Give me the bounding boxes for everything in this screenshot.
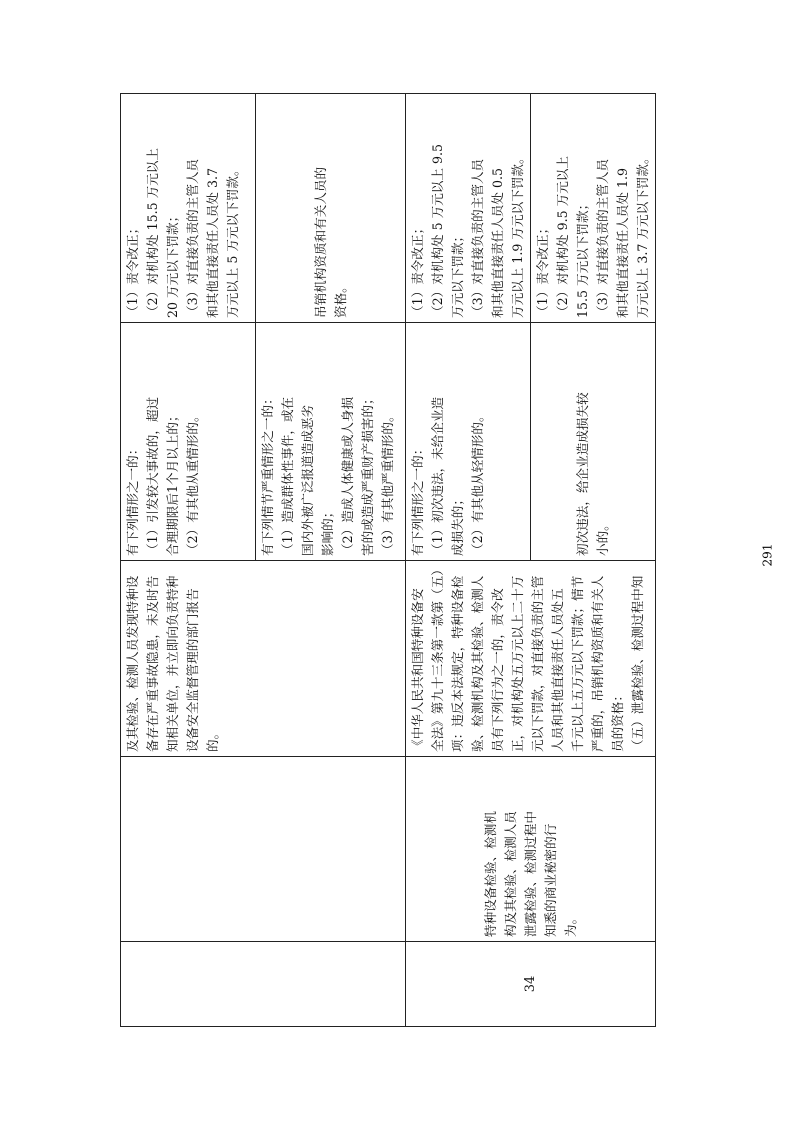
basis-line: 项：违反本法规定，特种设备检	[450, 575, 465, 752]
rotated-page-content	[120, 94, 650, 1027]
basis-line: 设备安全监督管理的部门报告	[185, 588, 200, 752]
penalty-line: 20 万元以下罚款；	[165, 209, 180, 318]
row1-penalty-1	[121, 94, 256, 323]
basis-line: 千元以上五万元以下罚款；情节	[570, 575, 585, 752]
circumstance-line: （2）造成人体健康或人身损	[340, 396, 355, 556]
basis-line: 正，对机构处五万元以上二十万	[510, 575, 525, 752]
item-line: 知悉的商业秘密的行	[542, 823, 558, 937]
basis-line: 《中华人民共和国特种设备安	[410, 588, 425, 752]
basis-line: 验、检测机构及其检验、检测人	[470, 575, 485, 752]
circumstance-line: 小的。	[595, 518, 610, 556]
basis-line: （五）泄露检验、检测过程中知	[630, 575, 645, 752]
penalty-line: 和其他直接责任人员处 0.5	[490, 168, 505, 318]
basis-line: 元以下罚款，对直接负责的主管	[530, 575, 545, 752]
circumstance-line: （1）引发较大事故的，超过	[145, 396, 160, 556]
row2-circumstance-2	[531, 323, 656, 561]
penalty-line: 吊销机构资质和有关人员的	[312, 166, 328, 318]
item-line: 构及其检验、检测人员	[502, 811, 518, 937]
circumstance-line: 有下列情形之一的：	[125, 442, 140, 556]
penalty-line: 和其他直接责任人员处 1.9	[615, 168, 630, 318]
row1-basis-cell	[121, 561, 406, 757]
circumstance-line: （2）有其他从重情形的。	[185, 409, 200, 556]
penalty-line: （3）对直接负责的主管人员	[185, 158, 200, 318]
circumstance-line: 有下列情节严重情形之一的：	[260, 392, 275, 556]
row1-penalty-2	[256, 94, 406, 323]
circumstance-line: （1）造成群体性事件，或在	[280, 396, 295, 556]
basis-line: 全法》第九十三条第一款第（五）	[430, 563, 445, 752]
penalty-line: 资格。	[332, 280, 348, 318]
circumstance-line: 合理期限后1个月以上的；	[165, 409, 180, 556]
row1-circumstance-1	[121, 323, 256, 561]
circumstance-line: （2）有其他从轻情形的。	[470, 409, 485, 556]
penalty-line: （2）对机构处 9.5 万元以上	[555, 156, 570, 318]
basis-line: 及其检验、检测人员发现特种设	[125, 575, 140, 752]
penalty-line: （1）责令改正；	[535, 221, 550, 318]
page-number: 291	[760, 543, 775, 567]
row2-basis-cell	[406, 561, 656, 757]
penalty-line: （2）对机构处 5 万元以上 9.5	[430, 143, 445, 318]
penalty-line: 和其他直接责任人员处 3.7	[205, 168, 220, 318]
item-line: 为。	[562, 911, 578, 937]
circumstance-line: 影响的；	[320, 505, 335, 556]
penalty-line: 万元以上 1.9 万元以下罚款。	[510, 151, 525, 318]
penalty-line: （1）责令改正；	[125, 221, 140, 318]
penalty-line: 万元以上 3.7 万元以下罚款。	[635, 151, 650, 318]
penalty-line: （2）对机构处 15.5 万元以上	[145, 148, 160, 318]
circumstance-line: 有下列情形之一的：	[410, 442, 425, 556]
circumstance-line: 害的或造成严重财产损害的；	[360, 392, 375, 556]
basis-line: 严重的，吊销机构资质和有关人	[590, 575, 605, 752]
basis-line: 员有下列行为之一的，责令改	[490, 588, 505, 752]
penalty-line: （3）对直接负责的主管人员	[470, 158, 485, 318]
basis-line: 人员和其他直接责任人员处五	[550, 588, 565, 752]
table-row	[406, 94, 531, 1027]
table-row	[121, 94, 256, 1027]
row2-circumstance-1	[406, 323, 531, 561]
circumstance-line: 成损失的；	[450, 493, 465, 556]
penalty-line: 万元以下罚款；	[450, 229, 465, 318]
row2-penalty-2	[531, 94, 656, 323]
row2-item-cell	[406, 757, 656, 942]
row1-circumstance-2	[256, 323, 406, 561]
basis-line: 知相关单位，并立即向负责特种	[165, 575, 180, 752]
penalty-line: （1）责令改正；	[410, 221, 425, 318]
circumstance-line: 国内外被广泛报道造成恶劣	[300, 404, 315, 556]
row2-number-cell: 34	[406, 942, 656, 1027]
basis-line: 的。	[205, 726, 220, 752]
circumstance-line: （1）初次违法，未给企业造	[430, 396, 445, 556]
penalty-line: 万元以上 5 万元以下罚款。	[225, 163, 240, 318]
penalty-line: 15.5 万元以下罚款；	[575, 197, 590, 318]
item-line: 泄露检验、检测过程中	[522, 811, 538, 937]
basis-line: 员的资格：	[610, 689, 625, 752]
row2-penalty-1	[406, 94, 531, 323]
basis-line: 备存在严重事故隐患，未及时告	[145, 575, 160, 752]
circumstance-line: 初次违法，给企业造成损失较	[575, 392, 590, 556]
row1-number-cell	[121, 942, 406, 1027]
penalty-standard-table	[120, 93, 656, 1027]
item-line: 特种设备检验、检测机	[482, 811, 498, 937]
penalty-line: （3）对直接负责的主管人员	[595, 158, 610, 318]
circumstance-line: （3）有其他严重情形的。	[380, 409, 395, 556]
row1-item-cell	[121, 757, 406, 942]
